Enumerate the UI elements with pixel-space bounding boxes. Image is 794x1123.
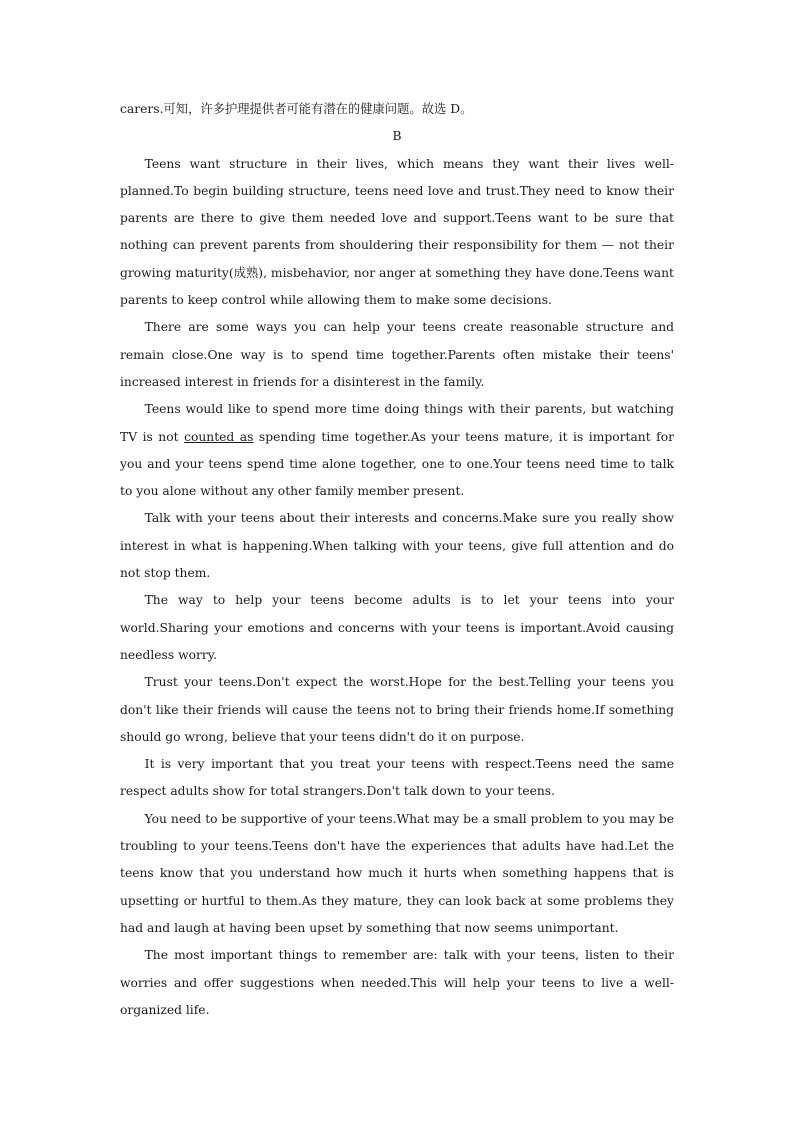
previous-answer-explanation: carers.可知，许多护理提供者可能有潜在的健康问题。故选 D。 <box>120 102 473 116</box>
passage-paragraph-2: There are some ways you can help your teens create reasonable structure and remain close.One way is to spend time together.Parents often mistake their teens' increased interest in friends for a disinterest in the family. <box>120 320 674 389</box>
paragraph-3-text-after: spending time together.As your teens mature, it is important for you and your teens spend time alone together, one to one.Your teens need time to talk to you alone without any other family member present. <box>120 429 674 499</box>
passage-paragraph-8: You need to be supportive of your teens.What may be a small problem to you may be troubling to your teens.Teens don't have the experiences that adults have had.Let the teens know that you understand how much it hurts when something happens that is upsetting or hurtful to them.As they mature, they can look back at some problems they had and laugh at having been upset by something that now seems unimportant. <box>120 811 674 935</box>
underlined-phrase: counted as <box>184 429 254 444</box>
passage-paragraph-5: The way to help your teens become adults is to let your teens into your world.Sharing your emotions and concerns with your teens is important.Avoid causing needless worry. <box>120 593 674 662</box>
paragraph-3-text-before: Teens would like to spend more time doing things with their parents, but watching TV is not <box>120 402 674 444</box>
passage-paragraph-9: The most important things to remember are: talk with your teens, listen to their worries and offer suggestions when needed.This will help your teens to live a well-organized life. <box>120 948 674 1017</box>
passage-paragraph-6: Trust your teens.Don't expect the worst.Hope for the best.Telling your teens you don't like their friends will cause the teens not to bring their friends home.If something should go wrong, believe that your teens didn't do it on purpose. <box>120 675 674 744</box>
passage-paragraph-1: Teens want structure in their lives, which means they want their lives well-planned.To begin building structure, teens need love and trust.They need to know their parents are there to give them needed love and support.Teens want to be sure that nothing can prevent parents from shouldering their responsibility for them — not their growing maturity(成熟), misbehavior, nor anger at something they have done.Teens want parents to keep control while allowing them to make some decisions. <box>120 156 674 308</box>
document-page <box>120 96 674 1024</box>
passage-paragraph-7: It is very important that you treat your teens with respect.Teens need the same respect adults show for total strangers.Don't talk down to your teens. <box>120 757 674 799</box>
section-heading: B <box>392 129 402 144</box>
passage-paragraph-4: Talk with your teens about their interests and concerns.Make sure you really show interest in what is happening.When talking with your teens, give full attention and do not stop them. <box>120 511 674 581</box>
passage-paragraph-3 <box>120 396 674 505</box>
